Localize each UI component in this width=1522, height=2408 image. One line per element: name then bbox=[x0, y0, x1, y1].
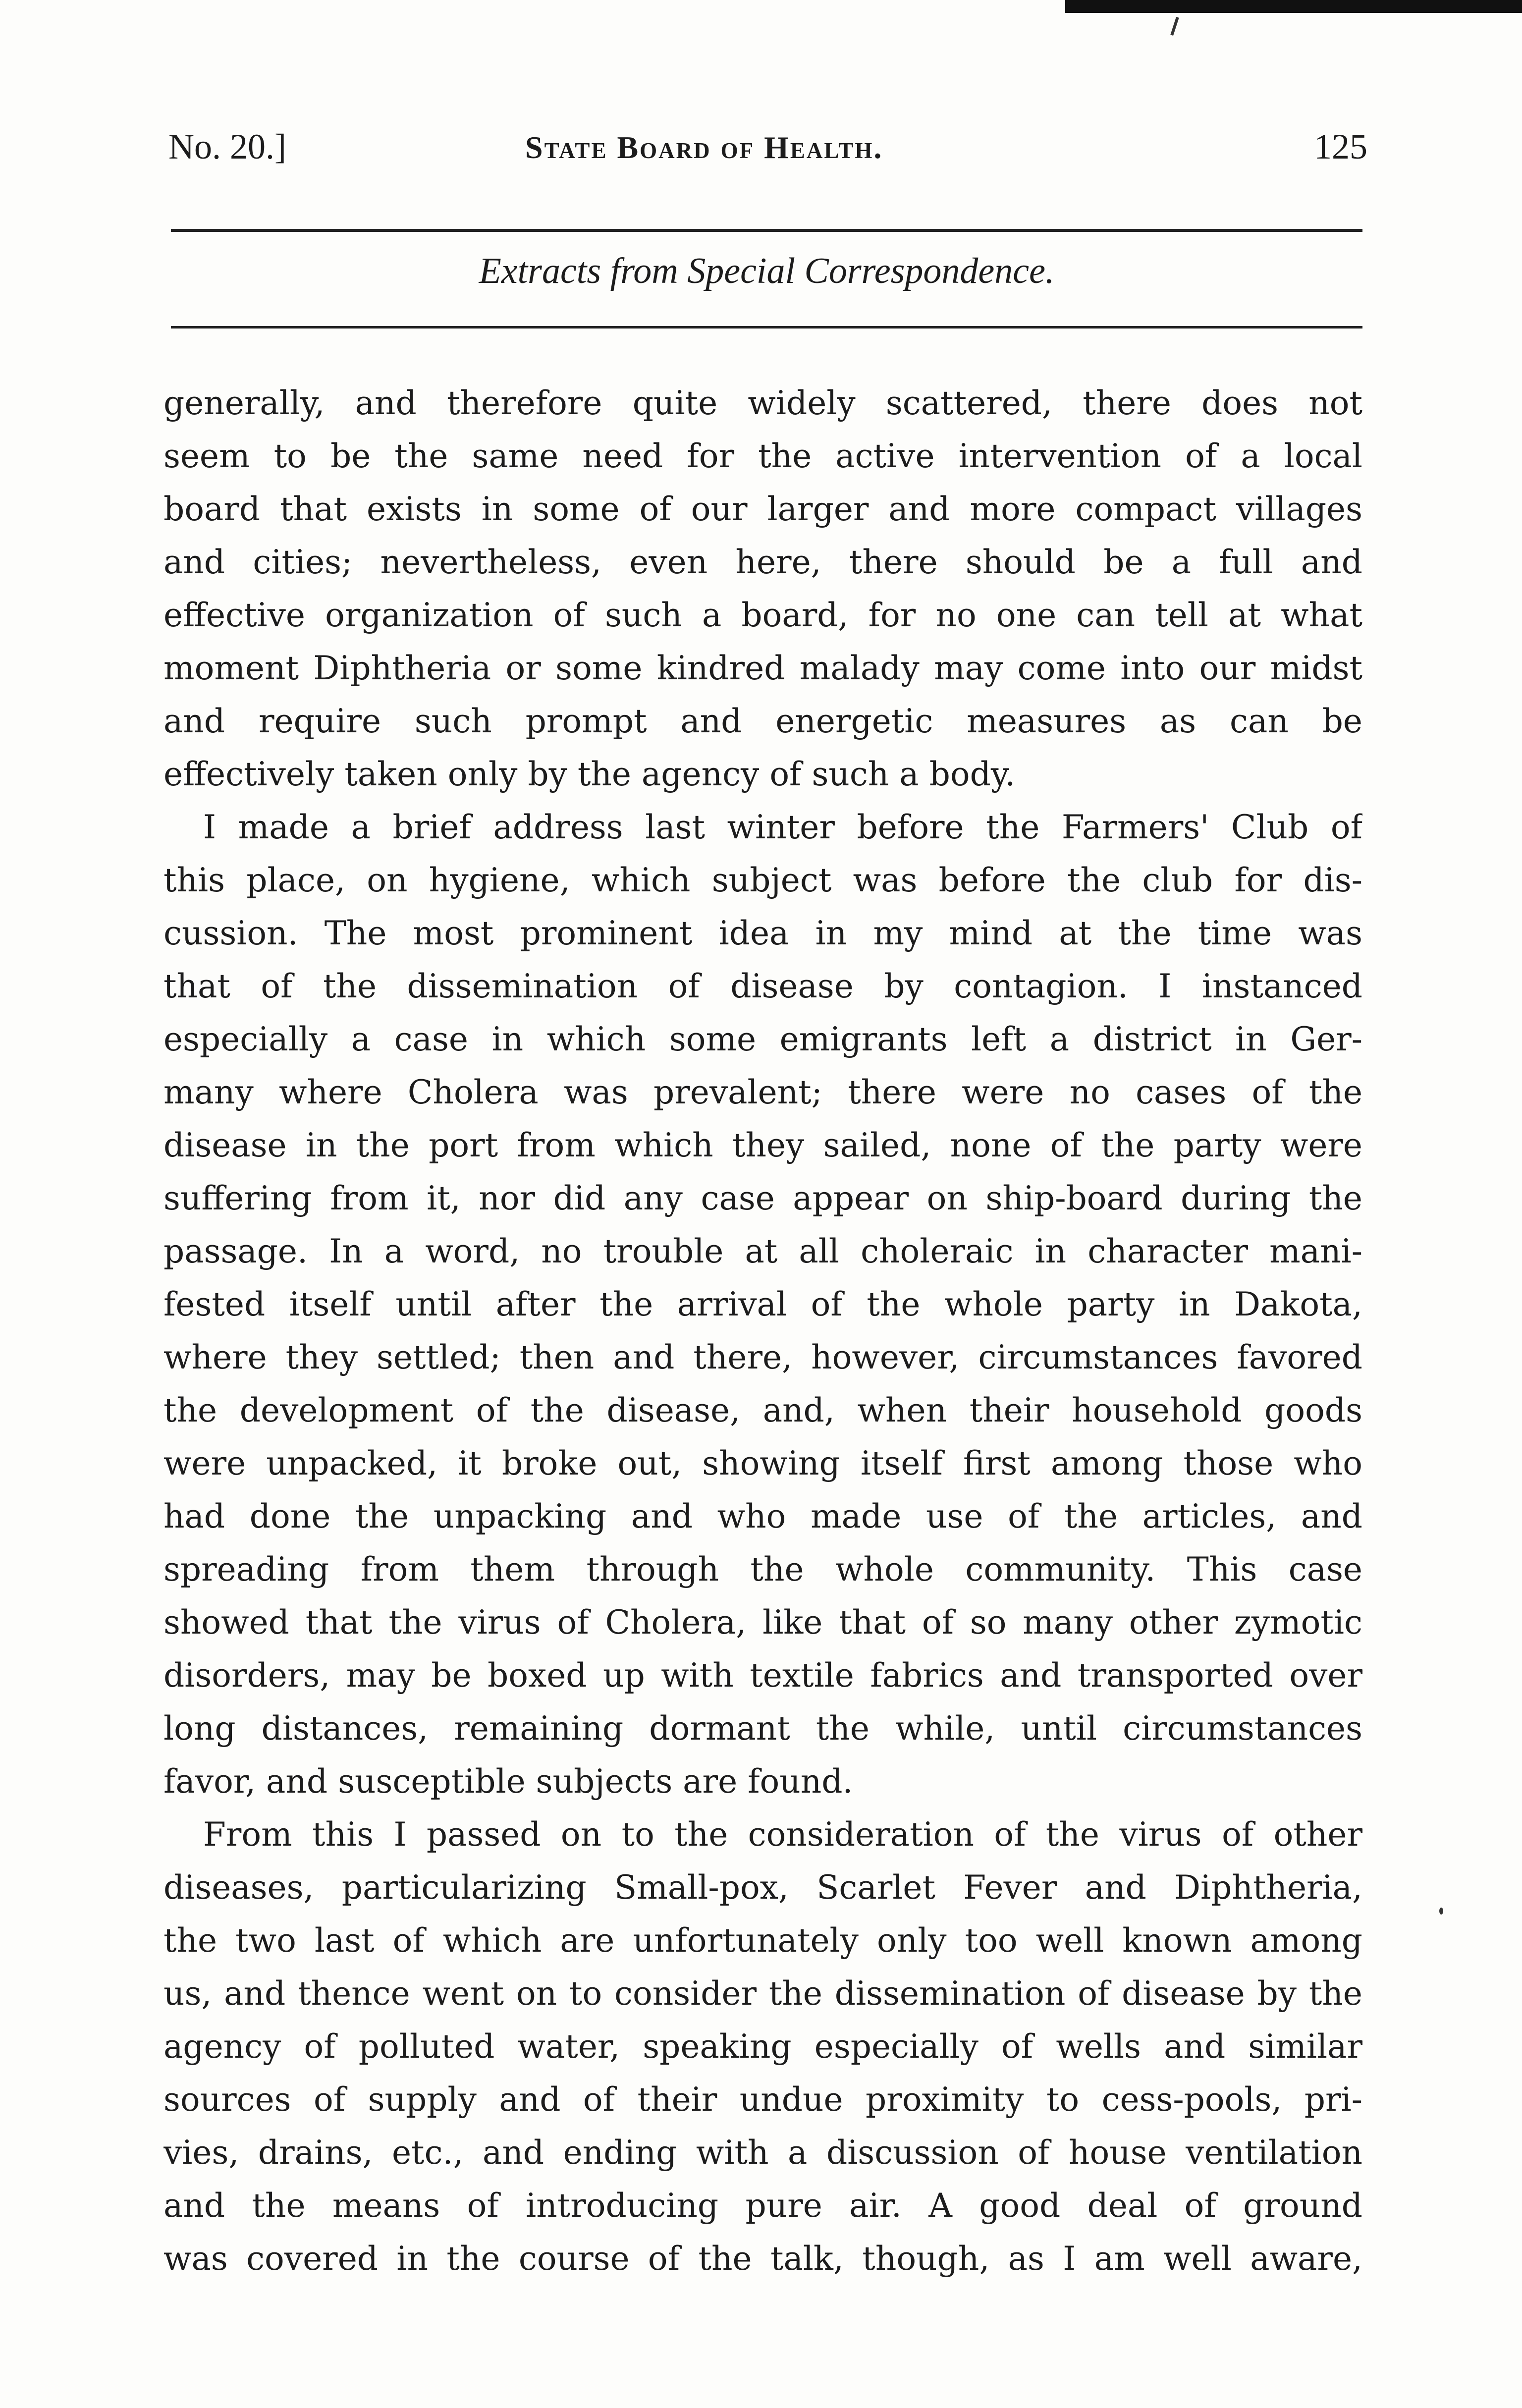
text-line: generally, and therefore quite widely scattered, there does not bbox=[163, 384, 1362, 422]
text-line: agency of polluted water, speaking especially of wells and similar bbox=[163, 2027, 1362, 2066]
ink-speck bbox=[1439, 1908, 1443, 1915]
text-line: where they settled; then and there, however, circumstances favored bbox=[163, 1338, 1362, 1376]
text-line: this place, on hygiene, which subject was before the club for dis- bbox=[163, 861, 1362, 899]
text-line: the development of the disease, and, when their household goods bbox=[163, 1391, 1362, 1429]
header-rule-top bbox=[171, 229, 1362, 232]
body-text bbox=[163, 377, 1362, 2285]
document-number: No. 20.] bbox=[168, 127, 286, 166]
section-subtitle: Extracts from Special Correspondence. bbox=[479, 251, 1055, 291]
running-header bbox=[168, 126, 1367, 181]
text-line: passage. In a word, no trouble at all choleraic in character mani- bbox=[163, 1232, 1362, 1270]
text-line: I made a brief address last winter before the Farmers' Club of bbox=[203, 808, 1362, 846]
text-line: vies, drains, etc., and ending with a discussion of house ventilation bbox=[163, 2134, 1362, 2172]
text-line: suffering from it, nor did any case appear on ship-board during the bbox=[163, 1179, 1362, 1217]
text-line: and require such prompt and energetic measures as can be bbox=[163, 702, 1362, 740]
text-line: disorders, may be boxed up with textile fabrics and transported over bbox=[163, 1656, 1362, 1695]
running-title: State Board of Health. bbox=[525, 130, 883, 165]
text-line: us, and thence went on to consider the dissemination of disease by the bbox=[163, 1974, 1362, 2013]
text-line: that of the dissemination of disease by contagion. I instanced bbox=[163, 967, 1362, 1005]
text-line: favor, and susceptible subjects are found. bbox=[163, 1762, 853, 1801]
text-line: had done the unpacking and who made use of the articles, and bbox=[163, 1497, 1362, 1535]
text-line: seem to be the same need for the active intervention of a local bbox=[163, 437, 1362, 475]
text-line: board that exists in some of our larger and more compact villages bbox=[163, 490, 1362, 528]
text-line: spreading from them through the whole community. This case bbox=[163, 1550, 1362, 1588]
scan-edge-mark bbox=[1065, 0, 1522, 13]
text-line: moment Diphtheria or some kindred malady may come into our midst bbox=[163, 649, 1362, 687]
text-line: effective organization of such a board, for no one can tell at what bbox=[163, 596, 1362, 634]
scan-edge-tick bbox=[1170, 17, 1179, 36]
text-line: especially a case in which some emigrants left a district in Ger- bbox=[163, 1020, 1362, 1058]
text-line: and the means of introducing pure air. A good deal of ground bbox=[163, 2187, 1362, 2225]
page-number: 125 bbox=[1314, 127, 1367, 166]
text-line: many where Cholera was prevalent; there were no cases of the bbox=[163, 1073, 1362, 1111]
text-line: the two last of which are unfortunately only too well known among bbox=[163, 1921, 1362, 1960]
text-line: effectively taken only by the agency of such a body. bbox=[163, 755, 1016, 793]
text-line: showed that the virus of Cholera, like that of so many other zymotic bbox=[163, 1603, 1362, 1642]
text-line: diseases, particularizing Small-pox, Scarlet Fever and Diphtheria, bbox=[163, 1868, 1362, 1907]
text-line: were unpacked, it broke out, showing itself first among those who bbox=[163, 1444, 1362, 1482]
text-line: disease in the port from which they sailed, none of the party were bbox=[163, 1126, 1362, 1164]
text-line: fested itself until after the arrival of the whole party in Dakota, bbox=[163, 1285, 1362, 1323]
text-line: was covered in the course of the talk, though, as I am well aware, bbox=[163, 2240, 1362, 2278]
text-line: From this I passed on to the consideration of the virus of other bbox=[203, 1815, 1362, 1854]
text-line: cussion. The most prominent idea in my mind at the time was bbox=[163, 914, 1362, 952]
header-rule-bottom bbox=[171, 326, 1362, 328]
text-line: long distances, remaining dormant the while, until circumstances bbox=[163, 1709, 1362, 1748]
text-line: sources of supply and of their undue proximity to cess-pools, pri- bbox=[163, 2080, 1362, 2119]
text-line: and cities; nevertheless, even here, there should be a full and bbox=[163, 543, 1362, 581]
